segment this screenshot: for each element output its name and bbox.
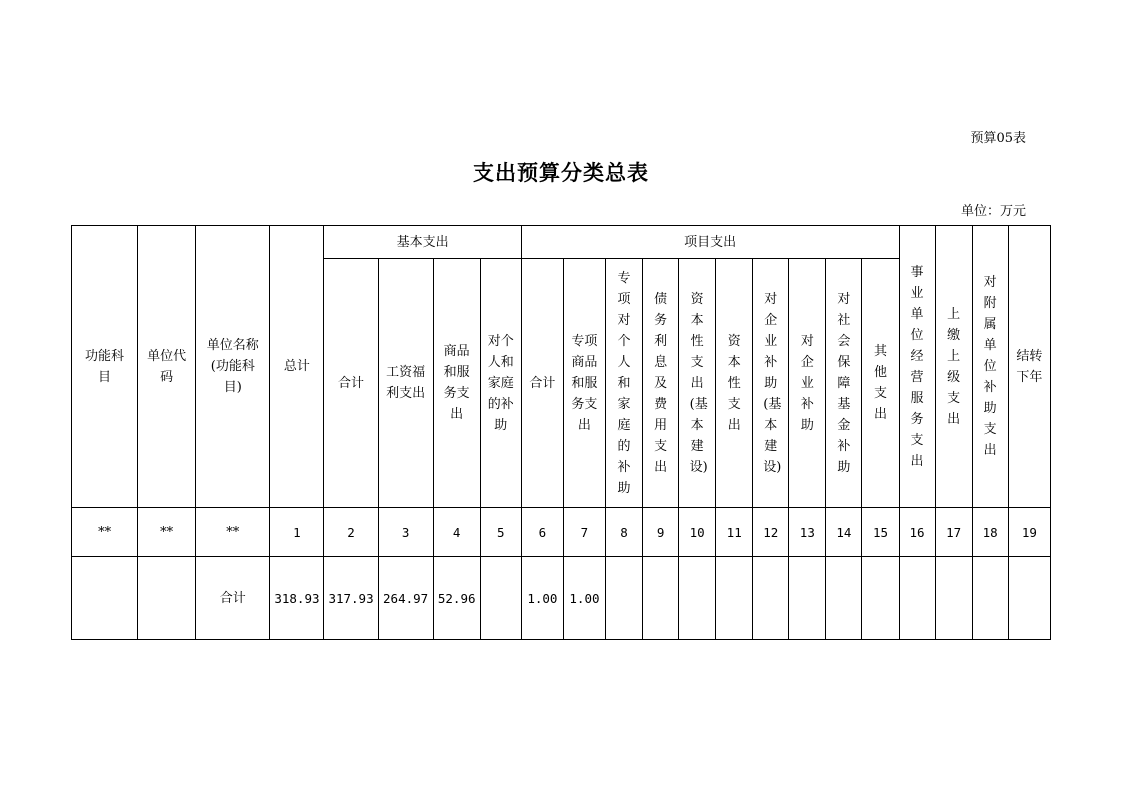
column-number-cell: 18: [972, 508, 1008, 557]
header-basic-2: 工资福利支出: [378, 259, 433, 508]
total-value-cell: [716, 557, 753, 640]
column-number-cell: 15: [862, 508, 899, 557]
column-number-cell: 12: [753, 508, 789, 557]
column-number-cell: **: [72, 508, 138, 557]
header-basic-1: 合计: [324, 259, 378, 508]
total-value-cell: 317.93: [324, 557, 378, 640]
header-unit-name: 单位名称(功能科目): [196, 226, 270, 508]
total-value-cell: [605, 557, 642, 640]
total-value-cell: 318.93: [270, 557, 324, 640]
header-unit-code: 单位代码: [138, 226, 196, 508]
column-number-cell: **: [138, 508, 196, 557]
column-number-cell: 14: [826, 508, 862, 557]
column-number-cell: 7: [563, 508, 605, 557]
total-value-cell: [789, 557, 826, 640]
column-number-cell: 9: [643, 508, 679, 557]
column-number-cell: 8: [605, 508, 642, 557]
total-value-cell: 264.97: [378, 557, 433, 640]
header-total: 总计: [270, 226, 324, 508]
header-tail-4: 结转下年: [1008, 226, 1050, 508]
header-project-10: 其他支出: [862, 259, 899, 508]
column-number-cell: 13: [789, 508, 826, 557]
total-value-cell: [899, 557, 935, 640]
header-project-7: 对企业补助(基本建设): [753, 259, 789, 508]
total-value-cell: [753, 557, 789, 640]
header-project-1: 合计: [521, 259, 563, 508]
total-value-cell: [138, 557, 196, 640]
header-project-6: 资本性支出: [716, 259, 753, 508]
total-value-cell: [72, 557, 138, 640]
expenditure-budget-table: [71, 225, 1051, 640]
header-project-5: 资本性支出(基本建设): [679, 259, 716, 508]
column-number-cell: 4: [433, 508, 480, 557]
total-value-cell: [679, 557, 716, 640]
header-tail-3: 对附属单位补助支出: [972, 226, 1008, 508]
column-number-cell: 10: [679, 508, 716, 557]
column-number-cell: 19: [1008, 508, 1050, 557]
total-value-cell: [480, 557, 521, 640]
header-project-9: 对社会保障基金补助: [826, 259, 862, 508]
total-value-cell: [862, 557, 899, 640]
column-number-cell: 17: [935, 508, 972, 557]
header-basic-3: 商品和服务支出: [433, 259, 480, 508]
header-tail-2: 上缴上级支出: [935, 226, 972, 508]
header-project-2: 专项商品和服务支出: [563, 259, 605, 508]
column-number-row: [72, 508, 1051, 557]
column-number-cell: 2: [324, 508, 378, 557]
total-value-cell: [826, 557, 862, 640]
total-value-cell: 1.00: [521, 557, 563, 640]
header-basic-group: 基本支出: [324, 226, 521, 259]
column-number-cell: 6: [521, 508, 563, 557]
header-func-subject: 功能科目: [72, 226, 138, 508]
page-title: 支出预算分类总表: [473, 160, 649, 185]
total-row: [72, 557, 1051, 640]
total-value-cell: [1008, 557, 1050, 640]
header-basic-4: 对个人和家庭的补助: [480, 259, 521, 508]
total-value-cell: [972, 557, 1008, 640]
column-number-cell: 16: [899, 508, 935, 557]
total-value-cell: 合计: [196, 557, 270, 640]
column-number-cell: **: [196, 508, 270, 557]
total-value-cell: 52.96: [433, 557, 480, 640]
column-number-cell: 11: [716, 508, 753, 557]
header-group-row: [72, 226, 1051, 259]
total-value-cell: 1.00: [563, 557, 605, 640]
column-number-cell: 1: [270, 508, 324, 557]
total-value-cell: [643, 557, 679, 640]
total-value-cell: [935, 557, 972, 640]
header-tail-1: 事业单位经营服务支出: [899, 226, 935, 508]
header-project-4: 债务利息及费用支出: [643, 259, 679, 508]
form-number: 预算05表: [970, 131, 1026, 146]
header-project-8: 对企业补助: [789, 259, 826, 508]
unit-label: 单位：万元: [960, 204, 1026, 219]
column-number-cell: 5: [480, 508, 521, 557]
column-number-cell: 3: [378, 508, 433, 557]
header-project-3: 专项对个人和家庭的补助: [605, 259, 642, 508]
header-project-group: 项目支出: [521, 226, 899, 259]
